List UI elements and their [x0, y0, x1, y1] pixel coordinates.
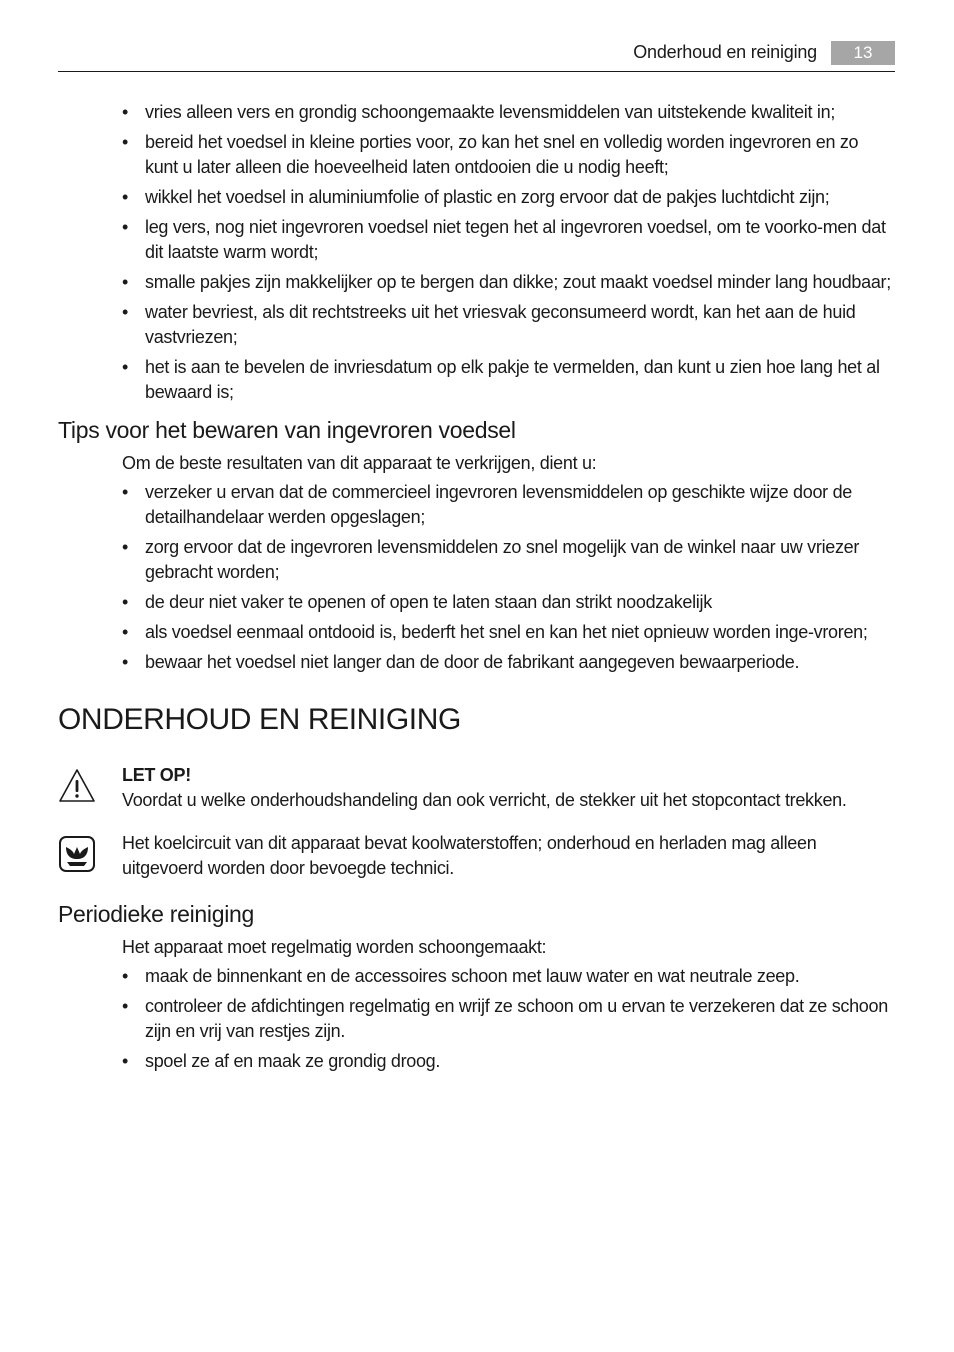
list-item: • water bevriest, als dit rechtstreeks uit het vriesvak geconsumeerd wordt, kan het aan de huid vastvriezen; [122, 302, 856, 347]
freezing-tips-list [58, 100, 898, 405]
page-content [58, 100, 898, 1079]
header-title: Onderhoud en reiniging [633, 42, 817, 62]
list-item: • wikkel het voedsel in aluminiumfolie of plastic en zorg ervoor dat de pakjes luchtdicht zijn; [122, 187, 830, 207]
warning-text: Voordat u welke onderhoudshandeling dan ook verricht, de stekker uit het stopcontact trekken. [122, 790, 847, 810]
list-item: • verzeker u ervan dat de commercieel ingevroren levensmiddelen op geschikte wijze door de detailhandelaar werden opgeslagen; [122, 482, 852, 527]
environment-notice [58, 831, 898, 881]
environment-text: Het koelcircuit van dit apparaat bevat koolwaterstoffen; onderhoud en herladen mag alleen uitgevoerd worden door bevoegde technici. [122, 833, 817, 878]
periodic-cleaning-heading: Periodieke reiniging [58, 901, 255, 927]
list-item: • spoel ze af en maak ze grondig droog. [122, 1051, 441, 1071]
environment-icon [58, 835, 96, 873]
maintenance-heading: ONDERHOUD EN REINIGING [58, 703, 461, 736]
list-item: • bereid het voedsel in kleine porties voor, zo kan het snel en volledig worden ingevroren en zo kunt u later alleen die hoeveelheid laten ontdooien die u nodig heeft; [122, 132, 859, 177]
periodic-cleaning-intro: Het apparaat moet regelmatig worden schoongemaakt: [122, 937, 547, 957]
list-item: • controleer de afdichtingen regelmatig en wrijf ze schoon om u ervan te verzekeren dat ze schoon zijn en vrij van restjes zijn. [122, 996, 888, 1041]
storage-heading: Tips voor het bewaren van ingevroren voedsel [58, 417, 516, 443]
storage-tips-list [58, 480, 898, 675]
list-item: • zorg ervoor dat de ingevroren levensmiddelen zo snel mogelijk van de winkel naar uw vriezer gebracht worden; [122, 537, 860, 582]
list-item: • het is aan te bevelen de invriesdatum op elk pakje te vermelden, dan kunt u zien hoe lang het al bewaard is; [122, 357, 880, 402]
warning-title: LET OP! [122, 765, 191, 785]
warning-triangle-icon [58, 767, 96, 805]
list-item: • leg vers, nog niet ingevroren voedsel niet tegen het al ingevroren voedsel, om te voorko-men dat dit laatste warm wordt; [122, 217, 886, 262]
list-item: • als voedsel eenmaal ontdooid is, bederft het snel en kan het niet opnieuw worden inge-vroren; [122, 622, 868, 642]
storage-intro: Om de beste resultaten van dit apparaat te verkrijgen, dient u: [122, 453, 597, 473]
list-item: • smalle pakjes zijn makkelijker op te bergen dan dikke; zout maakt voedsel minder lang houdbaar; [122, 272, 891, 292]
list-item: • vries alleen vers en grondig schoongemaakte levensmiddelen van uitstekende kwaliteit in; [122, 102, 836, 122]
list-item: • bewaar het voedsel niet langer dan de door de fabrikant aangegeven bewaarperiode. [122, 652, 800, 672]
page-number: 13 [831, 41, 895, 65]
list-item: • maak de binnenkant en de accessoires schoon met lauw water en wat neutrale zeep. [122, 966, 800, 986]
warning-notice [58, 763, 898, 813]
periodic-cleaning-list [58, 964, 898, 1074]
list-item: • de deur niet vaker te openen of open te laten staan dan strikt noodzakelijk [122, 592, 712, 612]
running-header [58, 38, 895, 72]
